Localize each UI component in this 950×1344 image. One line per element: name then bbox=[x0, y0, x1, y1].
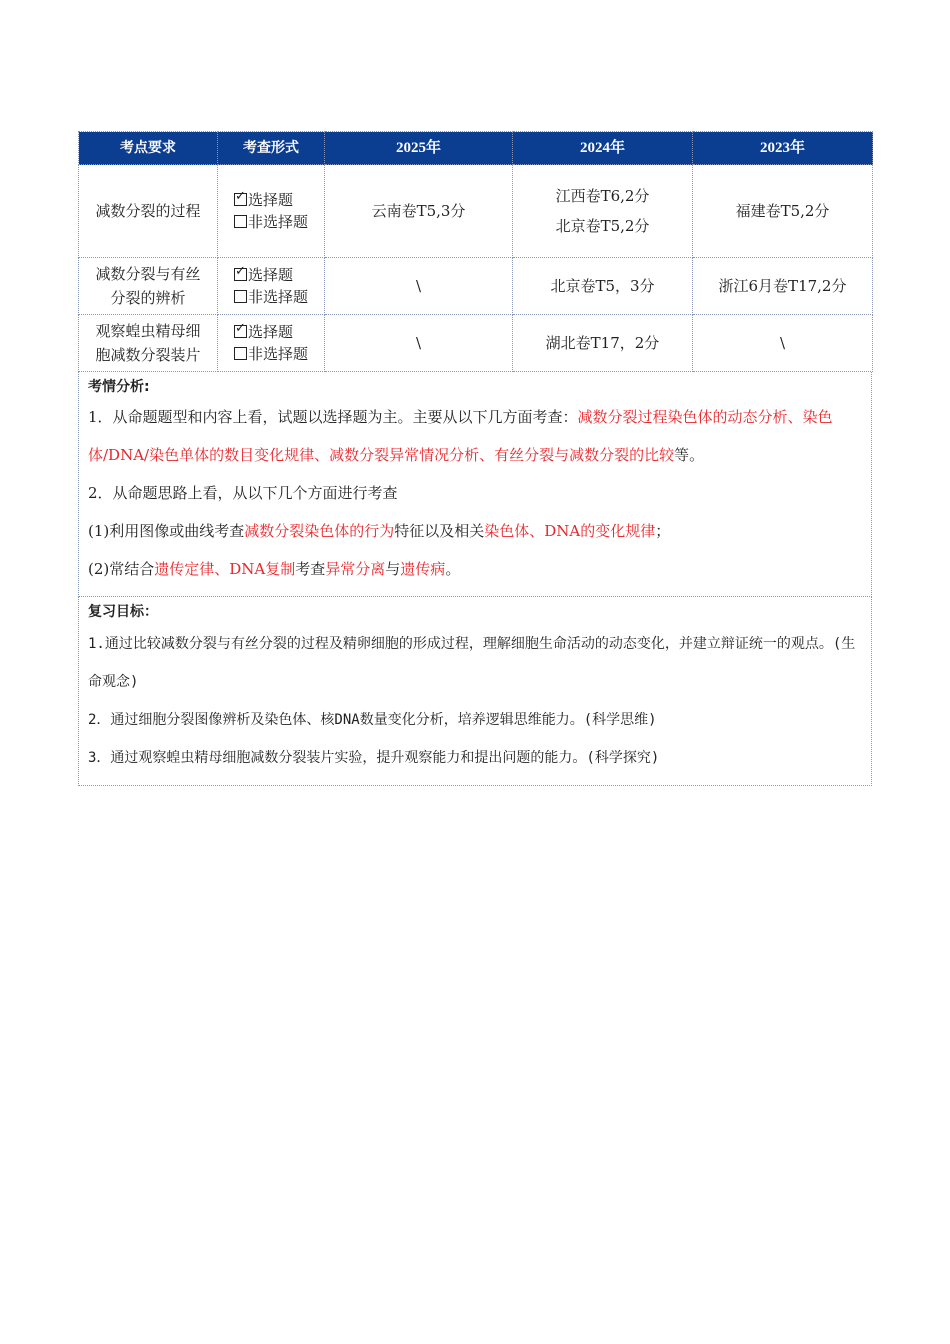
unchecked-box-icon bbox=[234, 290, 247, 303]
table-row bbox=[79, 258, 873, 315]
unchecked-box-icon bbox=[234, 215, 247, 228]
year-2023-cell: 福建卷T5,2分 bbox=[693, 165, 873, 258]
goals-section bbox=[78, 597, 872, 786]
table-row bbox=[79, 315, 873, 372]
year-2023-cell: \ bbox=[693, 315, 873, 372]
topic-line: 观察蝗虫精母细 bbox=[95, 322, 201, 340]
goals-title: 复习目标： bbox=[88, 604, 158, 620]
topic-cell: 减数分裂的过程 bbox=[79, 165, 218, 258]
year-2025-cell: \ bbox=[325, 258, 513, 315]
year-2024-entry: 北京卷T5,2分 bbox=[555, 217, 650, 235]
topic-cell bbox=[79, 315, 218, 372]
header-exam-point: 考点要求 bbox=[79, 132, 218, 165]
table-row bbox=[79, 165, 873, 258]
header-exam-form: 考查形式 bbox=[218, 132, 325, 165]
year-2024-entry: 江西卷T6,2分 bbox=[555, 187, 650, 205]
option-choice: 选择题 bbox=[247, 191, 293, 209]
goal-3: 3．通过观察蝗虫精母细胞减数分裂装片实验，提升观察能力和提出问题的能力。(科学探究) bbox=[88, 750, 660, 766]
form-cell bbox=[218, 315, 325, 372]
year-2025-cell: \ bbox=[325, 315, 513, 372]
form-cell bbox=[218, 165, 325, 258]
topic-cell bbox=[79, 258, 218, 315]
checked-box-icon bbox=[234, 193, 247, 206]
option-non-choice: 非选择题 bbox=[247, 288, 308, 306]
exam-points-table bbox=[78, 131, 873, 372]
form-cell bbox=[218, 258, 325, 315]
year-2025-cell: 云南卷T5,3分 bbox=[325, 165, 513, 258]
year-2024-cell: 北京卷T5，3分 bbox=[513, 258, 693, 315]
year-2023-cell: 浙江6月卷T17,2分 bbox=[693, 258, 873, 315]
analysis-section bbox=[78, 372, 872, 597]
header-2025: 2025年 bbox=[325, 132, 513, 165]
option-non-choice: 非选择题 bbox=[247, 213, 308, 231]
topic-line: 分裂的辨析 bbox=[110, 289, 186, 307]
analysis-paragraph-1: 1．从命题题型和内容上看，试题以选择题为主。主要从以下几方面考查：减数分裂过程染色体的动态分析、染色体/DNA/染色单体的数目变化规律、减数分裂异常情况分析、有丝分裂与减数分裂的比较等。 bbox=[88, 408, 833, 464]
option-choice: 选择题 bbox=[247, 266, 293, 284]
topic-line: 胞减数分裂装片 bbox=[95, 346, 201, 364]
analysis-paragraph-2: 2．从命题思路上看，从以下几个方面进行考查 bbox=[88, 484, 398, 502]
analysis-paragraph-3: (1)利用图像或曲线考查减数分裂染色体的行为特征以及相关染色体、DNA的变化规律； bbox=[88, 522, 671, 540]
option-choice: 选择题 bbox=[247, 323, 293, 341]
year-2024-cell: 湖北卷T17，2分 bbox=[513, 315, 693, 372]
option-non-choice: 非选择题 bbox=[247, 345, 308, 363]
unchecked-box-icon bbox=[234, 347, 247, 360]
table-header-row bbox=[79, 132, 873, 165]
analysis-title: 考情分析: bbox=[88, 379, 150, 395]
topic-line: 减数分裂与有丝 bbox=[95, 265, 201, 283]
checked-box-icon bbox=[234, 325, 247, 338]
goal-1: 1.通过比较减数分裂与有丝分裂的过程及精卵细胞的形成过程，理解细胞生命活动的动态变化，并建立辩证统一的观点。(生命观念) bbox=[88, 636, 856, 690]
header-2024: 2024年 bbox=[513, 132, 693, 165]
year-2024-cell bbox=[513, 165, 693, 258]
exam-analysis-sheet bbox=[78, 131, 872, 786]
header-2023: 2023年 bbox=[693, 132, 873, 165]
goal-2: 2．通过细胞分裂图像辨析及染色体、核DNA数量变化分析，培养逻辑思维能力。(科学思维) bbox=[88, 712, 657, 728]
analysis-paragraph-4: (2)常结合遗传定律、DNA复制考查异常分离与遗传病。 bbox=[88, 560, 461, 578]
checked-box-icon bbox=[234, 268, 247, 281]
